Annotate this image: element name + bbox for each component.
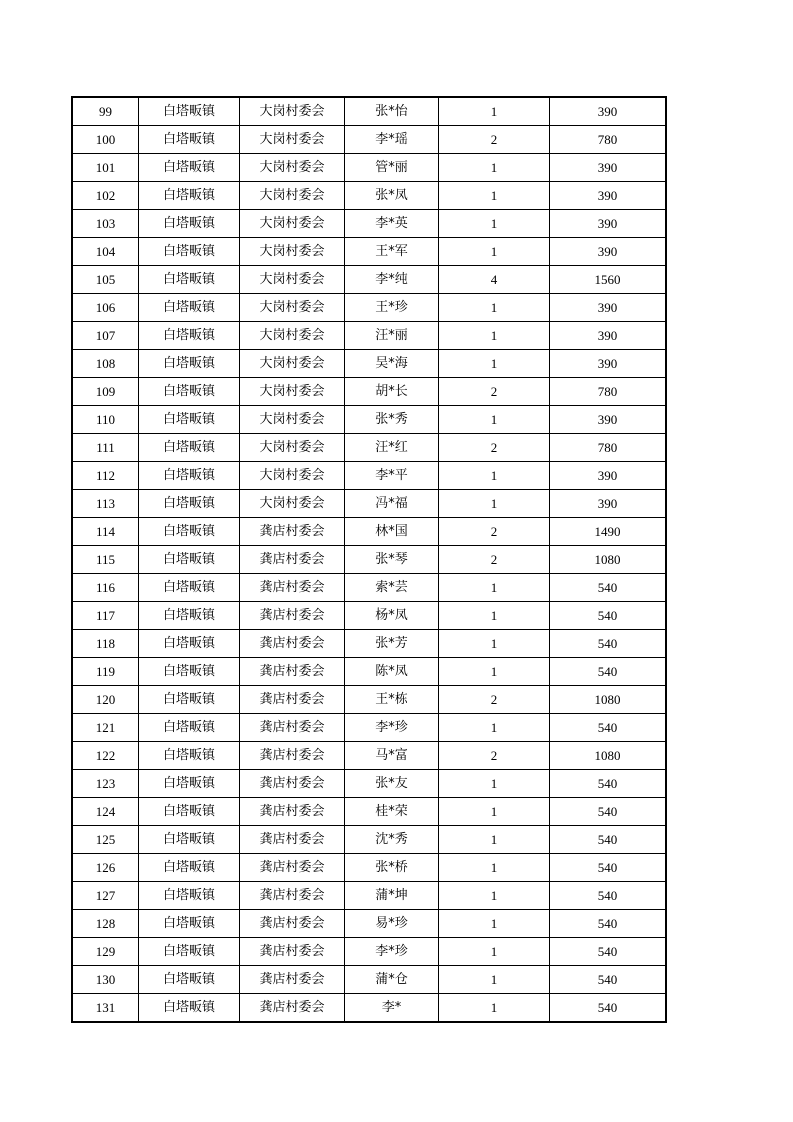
row-number-cell: 106: [73, 294, 139, 322]
name-cell: 李*英: [345, 210, 439, 238]
amount-cell: 1490: [550, 518, 666, 546]
town-cell: 白塔畈镇: [139, 378, 240, 406]
count-cell: 1: [439, 910, 550, 938]
village-committee-cell: 龚店村委会: [240, 630, 345, 658]
table-row: [73, 266, 666, 294]
village-committee-cell: 大岗村委会: [240, 238, 345, 266]
village-committee-cell: 大岗村委会: [240, 98, 345, 126]
name-cell: 汪*红: [345, 434, 439, 462]
amount-cell: 390: [550, 350, 666, 378]
town-cell: 白塔畈镇: [139, 826, 240, 854]
table-row: [73, 938, 666, 966]
count-cell: 1: [439, 770, 550, 798]
town-cell: 白塔畈镇: [139, 154, 240, 182]
table-row: [73, 406, 666, 434]
count-cell: 2: [439, 126, 550, 154]
row-number-cell: 104: [73, 238, 139, 266]
table-row: [73, 658, 666, 686]
table-row: [73, 126, 666, 154]
name-cell: 王*栋: [345, 686, 439, 714]
town-cell: 白塔畈镇: [139, 742, 240, 770]
village-committee-cell: 龚店村委会: [240, 546, 345, 574]
village-committee-cell: 龚店村委会: [240, 686, 345, 714]
count-cell: 4: [439, 266, 550, 294]
name-cell: 管*丽: [345, 154, 439, 182]
village-committee-cell: 龚店村委会: [240, 518, 345, 546]
amount-cell: 540: [550, 826, 666, 854]
amount-cell: 540: [550, 574, 666, 602]
count-cell: 1: [439, 238, 550, 266]
row-number-cell: 129: [73, 938, 139, 966]
village-committee-cell: 大岗村委会: [240, 182, 345, 210]
table-row: [73, 826, 666, 854]
table-row: [73, 98, 666, 126]
table-row: [73, 574, 666, 602]
table-row: [73, 742, 666, 770]
data-table: [72, 97, 666, 1022]
village-committee-cell: 龚店村委会: [240, 574, 345, 602]
town-cell: 白塔畈镇: [139, 714, 240, 742]
name-cell: 桂*荣: [345, 798, 439, 826]
village-committee-cell: 龚店村委会: [240, 742, 345, 770]
town-cell: 白塔畈镇: [139, 910, 240, 938]
count-cell: 1: [439, 826, 550, 854]
table-row: [73, 294, 666, 322]
row-number-cell: 114: [73, 518, 139, 546]
table-row: [73, 714, 666, 742]
table-row: [73, 910, 666, 938]
town-cell: 白塔畈镇: [139, 658, 240, 686]
amount-cell: 540: [550, 994, 666, 1022]
amount-cell: 540: [550, 630, 666, 658]
count-cell: 1: [439, 966, 550, 994]
village-committee-cell: 龚店村委会: [240, 826, 345, 854]
name-cell: 王*军: [345, 238, 439, 266]
village-committee-cell: 龚店村委会: [240, 770, 345, 798]
table-row: [73, 630, 666, 658]
row-number-cell: 103: [73, 210, 139, 238]
row-number-cell: 128: [73, 910, 139, 938]
name-cell: 马*富: [345, 742, 439, 770]
count-cell: 2: [439, 434, 550, 462]
table-row: [73, 154, 666, 182]
amount-cell: 540: [550, 854, 666, 882]
table-row: [73, 378, 666, 406]
row-number-cell: 117: [73, 602, 139, 630]
table-row: [73, 966, 666, 994]
row-number-cell: 127: [73, 882, 139, 910]
town-cell: 白塔畈镇: [139, 994, 240, 1022]
table-row: [73, 518, 666, 546]
count-cell: 1: [439, 994, 550, 1022]
amount-cell: 540: [550, 770, 666, 798]
village-committee-cell: 龚店村委会: [240, 966, 345, 994]
village-committee-cell: 龚店村委会: [240, 882, 345, 910]
village-committee-cell: 大岗村委会: [240, 154, 345, 182]
row-number-cell: 113: [73, 490, 139, 518]
village-committee-cell: 大岗村委会: [240, 434, 345, 462]
count-cell: 2: [439, 378, 550, 406]
town-cell: 白塔畈镇: [139, 798, 240, 826]
amount-cell: 390: [550, 294, 666, 322]
row-number-cell: 116: [73, 574, 139, 602]
table-row: [73, 434, 666, 462]
row-number-cell: 130: [73, 966, 139, 994]
amount-cell: 540: [550, 798, 666, 826]
village-committee-cell: 大岗村委会: [240, 266, 345, 294]
row-number-cell: 120: [73, 686, 139, 714]
town-cell: 白塔畈镇: [139, 966, 240, 994]
town-cell: 白塔畈镇: [139, 462, 240, 490]
count-cell: 1: [439, 322, 550, 350]
table-row: [73, 798, 666, 826]
count-cell: 1: [439, 462, 550, 490]
village-committee-cell: 龚店村委会: [240, 658, 345, 686]
row-number-cell: 124: [73, 798, 139, 826]
amount-cell: 390: [550, 406, 666, 434]
name-cell: 吴*海: [345, 350, 439, 378]
town-cell: 白塔畈镇: [139, 602, 240, 630]
amount-cell: 1080: [550, 742, 666, 770]
row-number-cell: 125: [73, 826, 139, 854]
name-cell: 冯*福: [345, 490, 439, 518]
name-cell: 蒲*坤: [345, 882, 439, 910]
village-committee-cell: 龚店村委会: [240, 714, 345, 742]
name-cell: 索*芸: [345, 574, 439, 602]
count-cell: 1: [439, 602, 550, 630]
name-cell: 蒲*仓: [345, 966, 439, 994]
table-row: [73, 602, 666, 630]
town-cell: 白塔畈镇: [139, 434, 240, 462]
amount-cell: 780: [550, 126, 666, 154]
row-number-cell: 107: [73, 322, 139, 350]
count-cell: 1: [439, 714, 550, 742]
row-number-cell: 109: [73, 378, 139, 406]
town-cell: 白塔畈镇: [139, 182, 240, 210]
count-cell: 1: [439, 210, 550, 238]
name-cell: 李*瑶: [345, 126, 439, 154]
town-cell: 白塔畈镇: [139, 574, 240, 602]
table-row: [73, 462, 666, 490]
name-cell: 李*: [345, 994, 439, 1022]
amount-cell: 540: [550, 714, 666, 742]
name-cell: 张*桥: [345, 854, 439, 882]
table-row: [73, 994, 666, 1022]
row-number-cell: 122: [73, 742, 139, 770]
town-cell: 白塔畈镇: [139, 322, 240, 350]
amount-cell: 540: [550, 966, 666, 994]
village-committee-cell: 大岗村委会: [240, 378, 345, 406]
name-cell: 林*国: [345, 518, 439, 546]
amount-cell: 780: [550, 378, 666, 406]
name-cell: 张*秀: [345, 406, 439, 434]
table-row: [73, 854, 666, 882]
amount-cell: 540: [550, 602, 666, 630]
town-cell: 白塔畈镇: [139, 238, 240, 266]
village-committee-cell: 大岗村委会: [240, 294, 345, 322]
town-cell: 白塔畈镇: [139, 490, 240, 518]
village-committee-cell: 大岗村委会: [240, 210, 345, 238]
town-cell: 白塔畈镇: [139, 630, 240, 658]
name-cell: 张*芳: [345, 630, 439, 658]
row-number-cell: 102: [73, 182, 139, 210]
row-number-cell: 108: [73, 350, 139, 378]
amount-cell: 540: [550, 882, 666, 910]
name-cell: 张*友: [345, 770, 439, 798]
row-number-cell: 112: [73, 462, 139, 490]
town-cell: 白塔畈镇: [139, 98, 240, 126]
table-row: [73, 210, 666, 238]
village-committee-cell: 龚店村委会: [240, 910, 345, 938]
count-cell: 1: [439, 630, 550, 658]
town-cell: 白塔畈镇: [139, 854, 240, 882]
row-number-cell: 111: [73, 434, 139, 462]
row-number-cell: 121: [73, 714, 139, 742]
town-cell: 白塔畈镇: [139, 546, 240, 574]
row-number-cell: 105: [73, 266, 139, 294]
row-number-cell: 99: [73, 98, 139, 126]
town-cell: 白塔畈镇: [139, 406, 240, 434]
town-cell: 白塔畈镇: [139, 126, 240, 154]
village-committee-cell: 龚店村委会: [240, 602, 345, 630]
amount-cell: 1560: [550, 266, 666, 294]
village-committee-cell: 大岗村委会: [240, 350, 345, 378]
count-cell: 1: [439, 854, 550, 882]
amount-cell: 390: [550, 182, 666, 210]
name-cell: 沈*秀: [345, 826, 439, 854]
amount-cell: 390: [550, 238, 666, 266]
amount-cell: 390: [550, 154, 666, 182]
row-number-cell: 118: [73, 630, 139, 658]
count-cell: 1: [439, 406, 550, 434]
name-cell: 汪*丽: [345, 322, 439, 350]
name-cell: 李*纯: [345, 266, 439, 294]
amount-cell: 390: [550, 322, 666, 350]
amount-cell: 390: [550, 490, 666, 518]
row-number-cell: 123: [73, 770, 139, 798]
count-cell: 1: [439, 350, 550, 378]
table-row: [73, 322, 666, 350]
count-cell: 2: [439, 546, 550, 574]
town-cell: 白塔畈镇: [139, 210, 240, 238]
table-body: [73, 98, 666, 1022]
table-row: [73, 350, 666, 378]
row-number-cell: 115: [73, 546, 139, 574]
amount-cell: 540: [550, 658, 666, 686]
village-committee-cell: 龚店村委会: [240, 798, 345, 826]
count-cell: 1: [439, 798, 550, 826]
name-cell: 杨*凤: [345, 602, 439, 630]
table-row: [73, 770, 666, 798]
count-cell: 2: [439, 742, 550, 770]
name-cell: 张*琴: [345, 546, 439, 574]
count-cell: 1: [439, 98, 550, 126]
name-cell: 李*平: [345, 462, 439, 490]
amount-cell: 540: [550, 938, 666, 966]
count-cell: 1: [439, 294, 550, 322]
amount-cell: 390: [550, 462, 666, 490]
count-cell: 2: [439, 686, 550, 714]
amount-cell: 1080: [550, 686, 666, 714]
table-row: [73, 490, 666, 518]
name-cell: 张*怡: [345, 98, 439, 126]
name-cell: 陈*凤: [345, 658, 439, 686]
row-number-cell: 126: [73, 854, 139, 882]
row-number-cell: 119: [73, 658, 139, 686]
row-number-cell: 101: [73, 154, 139, 182]
name-cell: 张*凤: [345, 182, 439, 210]
village-committee-cell: 龚店村委会: [240, 994, 345, 1022]
amount-cell: 540: [550, 910, 666, 938]
row-number-cell: 110: [73, 406, 139, 434]
town-cell: 白塔畈镇: [139, 294, 240, 322]
table-row: [73, 238, 666, 266]
amount-cell: 780: [550, 434, 666, 462]
town-cell: 白塔畈镇: [139, 882, 240, 910]
amount-cell: 1080: [550, 546, 666, 574]
town-cell: 白塔畈镇: [139, 686, 240, 714]
count-cell: 1: [439, 154, 550, 182]
count-cell: 1: [439, 938, 550, 966]
name-cell: 胡*长: [345, 378, 439, 406]
name-cell: 李*珍: [345, 938, 439, 966]
count-cell: 1: [439, 574, 550, 602]
town-cell: 白塔畈镇: [139, 518, 240, 546]
name-cell: 王*珍: [345, 294, 439, 322]
name-cell: 易*珍: [345, 910, 439, 938]
table-row: [73, 182, 666, 210]
village-committee-cell: 大岗村委会: [240, 406, 345, 434]
count-cell: 2: [439, 518, 550, 546]
name-cell: 李*珍: [345, 714, 439, 742]
village-committee-cell: 大岗村委会: [240, 462, 345, 490]
count-cell: 1: [439, 882, 550, 910]
amount-cell: 390: [550, 210, 666, 238]
town-cell: 白塔畈镇: [139, 350, 240, 378]
village-committee-cell: 龚店村委会: [240, 938, 345, 966]
row-number-cell: 100: [73, 126, 139, 154]
count-cell: 1: [439, 182, 550, 210]
town-cell: 白塔畈镇: [139, 770, 240, 798]
village-committee-cell: 龚店村委会: [240, 854, 345, 882]
village-committee-cell: 大岗村委会: [240, 126, 345, 154]
town-cell: 白塔畈镇: [139, 938, 240, 966]
amount-cell: 390: [550, 98, 666, 126]
count-cell: 1: [439, 658, 550, 686]
count-cell: 1: [439, 490, 550, 518]
table-row: [73, 686, 666, 714]
table-row: [73, 546, 666, 574]
village-committee-cell: 大岗村委会: [240, 490, 345, 518]
row-number-cell: 131: [73, 994, 139, 1022]
table-row: [73, 882, 666, 910]
village-committee-cell: 大岗村委会: [240, 322, 345, 350]
town-cell: 白塔畈镇: [139, 266, 240, 294]
